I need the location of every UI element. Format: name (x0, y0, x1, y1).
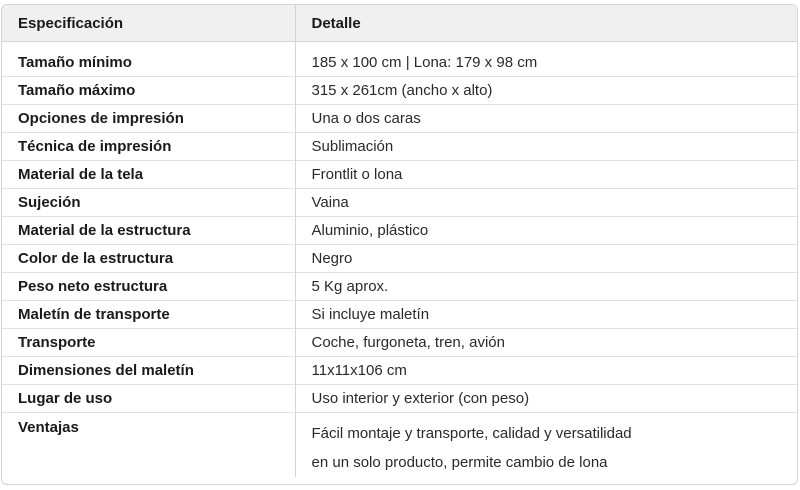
table-row (2, 245, 797, 273)
spec-table (2, 5, 797, 477)
table-row (2, 329, 797, 357)
row-key: Maletín de transporte (2, 301, 295, 329)
table-row (2, 357, 797, 385)
table-row (2, 42, 797, 77)
table-row (2, 105, 797, 133)
table-row (2, 189, 797, 217)
row-value: Aluminio, plástico (295, 217, 797, 245)
row-key: Color de la estructura (2, 245, 295, 273)
row-value: Si incluye maletín (295, 301, 797, 329)
table-row (2, 385, 797, 413)
row-value: Sublimación (295, 133, 797, 161)
row-value: Vaina (295, 189, 797, 217)
row-key: Sujeción (2, 189, 295, 217)
row-key: Opciones de impresión (2, 105, 295, 133)
table-row (2, 413, 797, 478)
row-value-line-1: Fácil montaje y transporte, calidad y versatilidad (311, 425, 632, 442)
row-value: Coche, furgoneta, tren, avión (295, 329, 797, 357)
row-value: 315 x 261cm (ancho x alto) (295, 77, 797, 105)
header-especificacion: Especificación (2, 5, 295, 42)
row-value: Uso interior y exterior (con peso) (295, 385, 797, 413)
table-row (2, 133, 797, 161)
row-value: 11x11x106 cm (295, 357, 797, 385)
table-row (2, 301, 797, 329)
header-detalle: Detalle (295, 5, 797, 42)
row-key: Peso neto estructura (2, 273, 295, 301)
row-key: Lugar de uso (2, 385, 295, 413)
row-key: Tamaño máximo (2, 77, 295, 105)
row-key: Ventajas (2, 413, 295, 478)
row-value: 185 x 100 cm | Lona: 179 x 98 cm (295, 42, 797, 77)
row-key: Dimensiones del maletín (2, 357, 295, 385)
row-key: Material de la estructura (2, 217, 295, 245)
row-key: Transporte (2, 329, 295, 357)
row-key: Técnica de impresión (2, 133, 295, 161)
row-value (295, 413, 797, 478)
row-key: Tamaño mínimo (18, 53, 132, 71)
row-value-line-2: en un solo producto, permite cambio de lona (311, 454, 608, 471)
spec-table-container (1, 4, 798, 485)
table-row (2, 217, 797, 245)
row-key: Material de la tela (2, 161, 295, 189)
row-value: 5 Kg aprox. (295, 273, 797, 301)
row-value: Una o dos caras (295, 105, 797, 133)
table-row (2, 77, 797, 105)
table-row (2, 273, 797, 301)
row-value: Frontlit o lona (295, 161, 797, 189)
table-row (2, 161, 797, 189)
row-value: Negro (295, 245, 797, 273)
table-header-row (2, 5, 797, 42)
